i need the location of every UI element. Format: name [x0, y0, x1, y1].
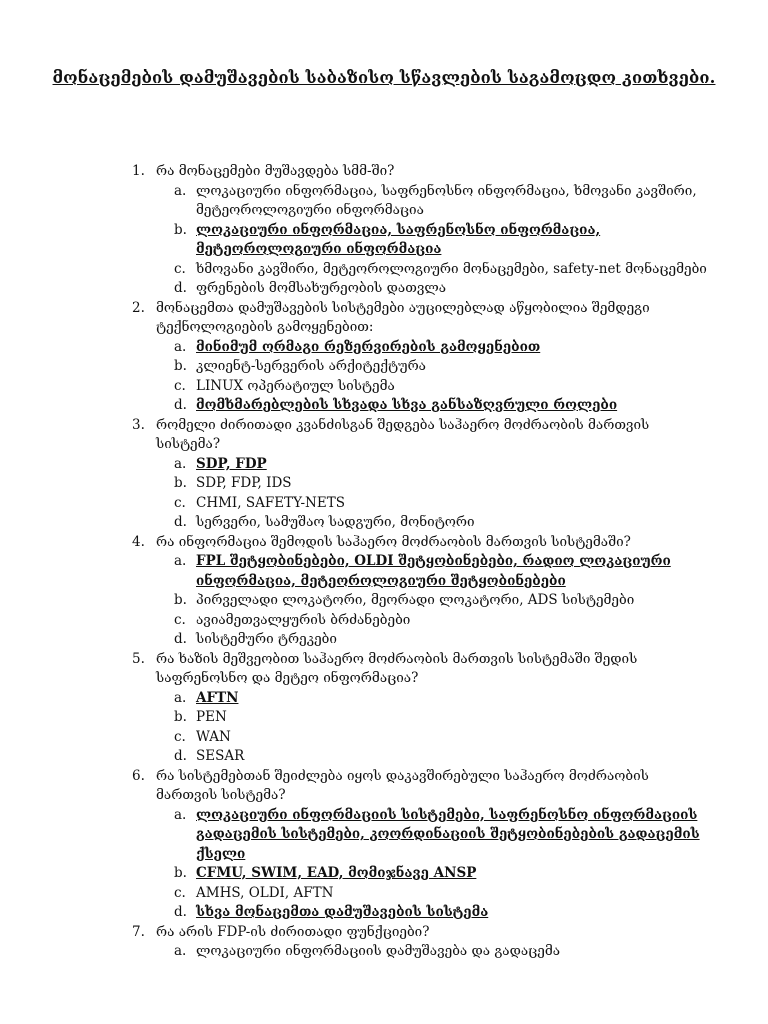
answer-option [0, 884, 768, 904]
question-text: რომელი ძირითადი კვანძისგან შედგება საჰაერო მოძრაობის მართვის სისტემა? [156, 416, 650, 452]
question-item [0, 923, 768, 943]
answer-option [0, 728, 768, 748]
option-letter: c. [174, 377, 186, 394]
answer-option [0, 279, 768, 299]
option-letter: c. [174, 260, 186, 277]
option-text: სისტემური ტრეკები [196, 631, 337, 647]
question-text: რა სისტემებთან შეიძლება იყოს დაკავშირებული საჰაერო მოძრაობის მართვის სისტემა? [156, 767, 649, 803]
answer-option [0, 377, 768, 397]
option-letter: c. [174, 494, 186, 511]
answer-option [0, 630, 768, 650]
answer-option-correct [0, 221, 768, 260]
option-letter: a. [174, 806, 187, 823]
option-text: პირველადი ლოკატორი, მეორადი ლოკატორი, ADS სისტემები [196, 592, 635, 608]
question-item [0, 767, 768, 806]
answer-option [0, 942, 768, 962]
option-letter: a. [174, 553, 187, 569]
question-item [0, 650, 768, 689]
answer-option [0, 747, 768, 767]
option-letter: c. [174, 611, 186, 628]
question-text: რა ხაზის მეშვეობით საჰაერო მოძრაობის მართვის სისტემაში შედის საფრენოსნო და მეტეო ინფორმაცია? [156, 650, 638, 686]
document-title: მონაცემების დამუშავების საბაზისო სწავლების საგამოცდო კითხვები. [52, 68, 716, 87]
answer-option-correct [0, 455, 768, 475]
option-text: სხვა მონაცემთა დამუშავების სისტემა [196, 904, 489, 920]
answer-option-correct [0, 864, 768, 884]
answer-option-correct [0, 903, 768, 923]
question-text: რა არის FDP-ის ძირითადი ფუნქციები? [156, 923, 430, 940]
question-number: 7. [132, 923, 145, 940]
option-letter: d. [174, 397, 187, 413]
question-item [0, 162, 768, 182]
option-text: ლოკაციური ინფორმაცია, საფრენოსნო ინფორმაცია, ხმოვანი კავშირი, მეტეოროლოგიური ინფორმაცია [196, 182, 697, 218]
option-text: AMHS, OLDI, AFTN [196, 884, 334, 901]
answer-option [0, 591, 768, 611]
option-letter: b. [174, 221, 187, 238]
option-text: SDP, FDP, IDS [196, 475, 292, 491]
option-text: სერვერი, სამუშაო სადგური, მონიტორი [196, 514, 475, 530]
option-text: მომხმარებლების სხვადა სხვა განსაზღვრული როლები [196, 397, 618, 413]
answer-option-correct [0, 338, 768, 358]
answer-option [0, 708, 768, 728]
option-text: AFTN [196, 689, 239, 706]
option-letter: c. [174, 728, 186, 745]
question-item [0, 416, 768, 455]
option-letter: b. [174, 475, 187, 491]
option-letter: a. [174, 338, 187, 355]
option-text: CHMI, SAFETY-NETS [196, 494, 345, 511]
answer-option-correct [0, 689, 768, 709]
option-letter: b. [174, 592, 187, 608]
option-letter: b. [174, 358, 187, 374]
option-text: ლოკაციური ინფორმაციის სისტემები, საფრენოსნო ინფორმაციის გადაცემის სისტემები, კოორდინაციის შეტყობინებების გადაცემის ქსელი [196, 806, 700, 862]
question-list [0, 162, 768, 962]
option-letter: a. [174, 689, 187, 706]
question-number: 1. [132, 163, 145, 179]
option-letter: a. [174, 943, 187, 959]
answer-option [0, 494, 768, 514]
answer-option [0, 611, 768, 631]
answer-option-correct [0, 806, 768, 865]
question-number: 4. [132, 533, 145, 550]
question-text: მონაცემთა დამუშავების სისტემები აუცილებლად აწყობილია შემდეგი ტექნოლოგიების გამოყენებით: [156, 299, 650, 335]
question-number: 5. [132, 650, 145, 667]
answer-option [0, 474, 768, 494]
question-item [0, 299, 768, 338]
option-text: WAN [196, 728, 231, 745]
answer-option-correct [0, 396, 768, 416]
option-text: CFMU, SWIM, EAD, მომიჯნავე ANSP [196, 865, 477, 881]
question-text: რა ინფორმაცია შემოდის საჰაერო მოძრაობის მართვის სისტემაში? [156, 533, 631, 550]
option-text: ლოკაციური ინფორმაციის დამუშავება და გადაცემა [196, 943, 561, 959]
option-letter: d. [174, 748, 187, 764]
question-number: 3. [132, 416, 145, 433]
option-letter: a. [174, 455, 187, 472]
option-text: FPL შეტყობინებები, OLDI შეტყობინებები, რადიო ლოკაციური ინფორმაცია, მეტეოროლოგიური შეტყობინებები [196, 553, 671, 589]
answer-option [0, 357, 768, 377]
question-text: რა მონაცემები მუშავდება სმმ-ში? [156, 163, 395, 179]
answer-option [0, 260, 768, 280]
option-letter: c. [174, 884, 186, 901]
option-text: მინიმუმ ორმაგი რეზერვირების გამოყენებით [196, 338, 541, 355]
option-text: PEN [196, 709, 227, 725]
option-text: ხმოვანი კავშირი, მეტეოროლოგიური მონაცემები, safety-net მონაცემები [196, 260, 707, 277]
option-letter: a. [174, 182, 187, 199]
answer-option-correct [0, 552, 768, 591]
option-letter: d. [174, 514, 187, 530]
option-text: SESAR [196, 748, 245, 764]
answer-option [0, 182, 768, 221]
option-text: ავიამეთვალყურის ბრძანებები [196, 611, 411, 628]
option-text: ფრენების მომსახურეობის დათვლა [196, 280, 447, 296]
option-letter: d. [174, 904, 187, 920]
option-letter: b. [174, 709, 187, 725]
question-number: 6. [132, 767, 145, 784]
option-text: ლოკაციური ინფორმაცია, საფრენოსნო ინფორმაცია, მეტეოროლოგიური ინფორმაცია [196, 221, 601, 257]
option-text: კლიენტ-სერვერის არქიტექტურა [196, 358, 426, 374]
answer-option [0, 513, 768, 533]
question-number: 2. [132, 299, 145, 316]
option-text: SDP, FDP [196, 455, 267, 472]
question-item [0, 533, 768, 553]
option-letter: b. [174, 865, 187, 881]
option-text: LINUX ოპერატიულ სისტემა [196, 377, 395, 394]
option-letter: d. [174, 280, 187, 296]
option-letter: d. [174, 631, 187, 647]
